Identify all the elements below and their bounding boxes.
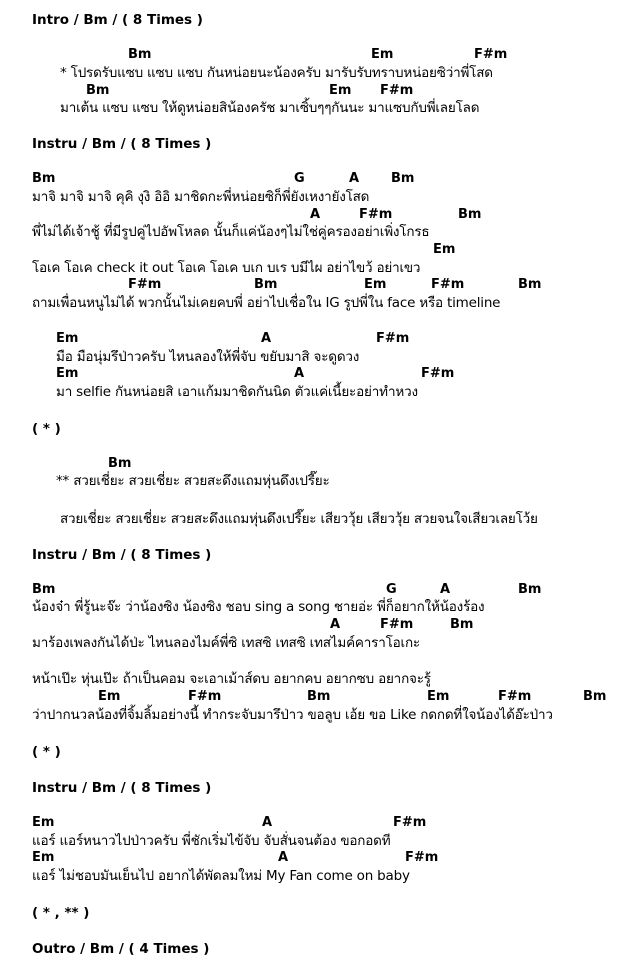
lyric-line: แอร์ แอร์หนาวไปป่าวครับ พี่ชักเริ่มไข้จับ จับสั่นจนต้อง ขอกอดที <box>32 833 391 849</box>
chord: A <box>330 617 341 632</box>
lyric-line: หน้าเป๊ะ หุ่นเป๊ะ ถ้าเป็นคอม จะเอาเม้าส์ดบ อยากคบ อยากซบ อยากจะรู้ <box>32 671 431 687</box>
chord: Em <box>98 689 121 704</box>
chord: Bm <box>32 582 56 597</box>
lyric-line: แอร์ ไม่ชอบมันเย็นไป อยากได้พัดลมใหม่ My Fan come on baby <box>32 868 410 884</box>
chord: Bm <box>108 456 132 471</box>
chord: Bm <box>128 47 152 62</box>
chord: Bm <box>32 171 56 186</box>
chord: A <box>262 815 273 830</box>
lyric-line: ว่าปากนวลน้องที่จิ้มลิ้มอย่างนี้ ทำกระจับมารึป่าว ขอลูบ เอ้ย ขอ Like กดกดที่ใจน้องได้อ๊ะป่าว <box>32 707 553 723</box>
chord: A <box>261 331 272 346</box>
section-ref-chorus: ( * ) <box>32 744 61 760</box>
lyric-line: ถามเพื่อนหนูไม่ได้ พวกนั้นไม่เคยคบพี่ อย่าไปเชื่อใน IG รูปพี่ใน face หรือ timeline <box>32 295 501 311</box>
chord: Bm <box>583 689 607 704</box>
chord: Em <box>329 83 352 98</box>
lyric-line: พี่ไม่ได้เจ้าชู้ ที่มีรูปคู่ไปอัพโหลด นั้นก็แค่น้องๆไม่ใช่คู่ครองอย่าเพิ่งโกรธ <box>32 224 430 240</box>
lyric-line: สวยเชี่ยะ สวยเชี่ยะ สวยสะดึงแถมหุ่นดึงเปรี๊ยะ เสียววุ้ย เสียววุ้ย สวยจนใจเสียวเลยโว้ย <box>60 511 538 527</box>
lyric-line: * โปรดรับแซบ แซบ แซบ กันหน่อยนะน้องครับ มารับรับทราบหน่อยซิว่าพี่โสด <box>60 65 493 81</box>
chord: Em <box>433 242 456 257</box>
chord: F#m <box>405 850 439 865</box>
lyric-line: โอเค โอเค check it out โอเค โอเค บเก บเร บมีไผ อย่าไขว้ อย่าเขว <box>32 260 421 276</box>
chord: Bm <box>86 83 110 98</box>
section-header-instru: Instru / Bm / ( 8 Times ) <box>32 780 212 796</box>
lyric-line: ** สวยเชี่ยะ สวยเชี่ยะ สวยสะดึงแถมหุ่นดึงเปรี๊ยะ <box>56 473 330 489</box>
section-header-instru: Instru / Bm / ( 8 Times ) <box>32 547 212 563</box>
chord: Em <box>32 850 55 865</box>
chord: Bm <box>518 277 542 292</box>
lyric-line: มาร้องเพลงกันได้ป่ะ ไหนลองไมค์พี่ซิ เทสซิ เทสซิ เทสไมค์คาราโอเกะ <box>32 635 420 651</box>
chord: Bm <box>458 207 482 222</box>
section-header-instru: Instru / Bm / ( 8 Times ) <box>32 136 212 152</box>
chord: Bm <box>450 617 474 632</box>
chord: A <box>349 171 360 186</box>
lyric-line: มา selfie กันหน่อยสิ เอาแก้มมาชิดกันนิด ตัวแค่เนี้ยะอย่าทำหวง <box>56 384 418 400</box>
chord: Em <box>56 331 79 346</box>
chord: Em <box>371 47 394 62</box>
chord: F#m <box>380 83 414 98</box>
chord: F#m <box>431 277 465 292</box>
lyric-line: มาเต้น แซบ แซบ ให้ดูหน่อยสิน้องครัช มาเซิ้บๆๆกันนะ มาแซบกับพี่เลยโลด <box>60 100 480 116</box>
chord: Bm <box>391 171 415 186</box>
chord: F#m <box>376 331 410 346</box>
chord: A <box>278 850 289 865</box>
chord: F#m <box>359 207 393 222</box>
chord: Em <box>364 277 387 292</box>
chord: F#m <box>188 689 222 704</box>
chord: Bm <box>518 582 542 597</box>
chord: Bm <box>254 277 278 292</box>
section-ref-chorus: ( * ) <box>32 421 61 437</box>
section-ref-chorus: ( * , ** ) <box>32 905 90 921</box>
chord: A <box>294 366 305 381</box>
chord: F#m <box>393 815 427 830</box>
chord: Bm <box>307 689 331 704</box>
chord: F#m <box>474 47 508 62</box>
chord: F#m <box>128 277 162 292</box>
chord: F#m <box>421 366 455 381</box>
lyric-line: มือ มือนุ่มรึป่าวครับ ไหนลองให้พี่จับ ขยับมาสิ จะดูดวง <box>56 349 360 365</box>
chord: G <box>386 582 397 597</box>
lyric-line: น้องจ๋า พี่รู้นะจ๊ะ ว่าน้องซิง น้องซิง ชอบ sing a song ชายอ่ะ พี่ก็อยากให้น้องร้อง <box>32 599 485 615</box>
section-header-intro: Intro / Bm / ( 8 Times ) <box>32 12 203 28</box>
chord: F#m <box>380 617 414 632</box>
section-header-outro: Outro / Bm / ( 4 Times ) <box>32 941 210 957</box>
chord: F#m <box>498 689 532 704</box>
chord: Em <box>56 366 79 381</box>
chord: G <box>294 171 305 186</box>
lyric-line: มาจิ มาจิ มาจิ คุคิ งุงิ อิอิ มาชิดกะพี่หน่อยซิก็พี่ยังเหงายังโสด <box>32 189 370 205</box>
chord: Em <box>427 689 450 704</box>
chord: A <box>310 207 321 222</box>
chord: Em <box>32 815 55 830</box>
chord: A <box>440 582 451 597</box>
